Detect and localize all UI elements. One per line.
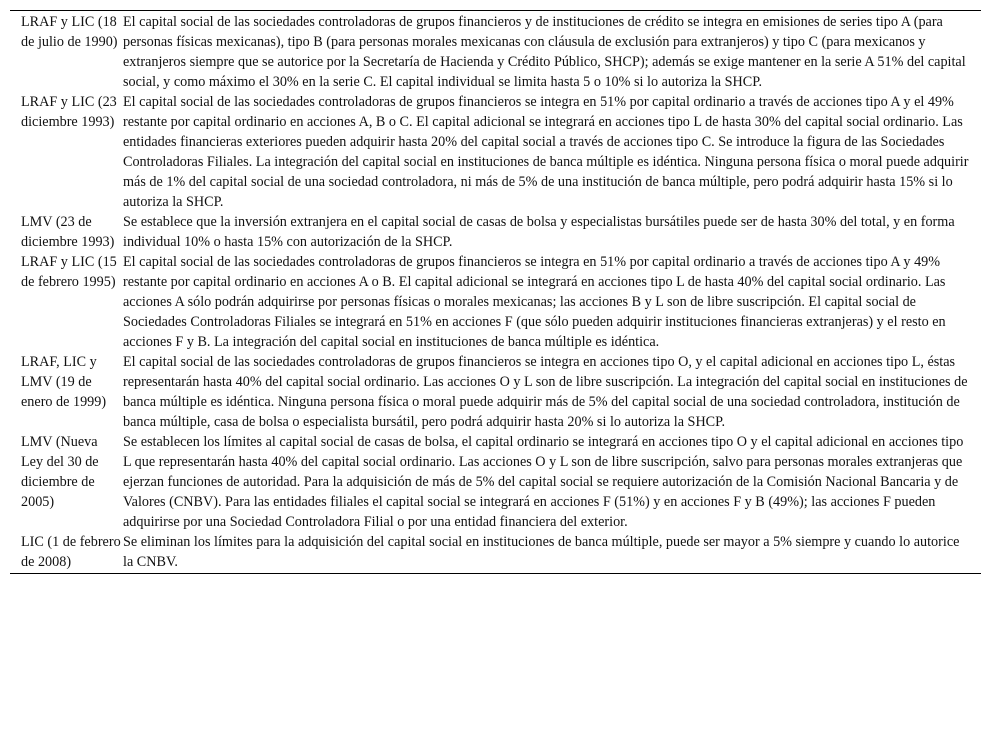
description-text: El capital social de las sociedades controladoras de grupos financieros se integra en 51% por capital ordinario a través de acciones tipo A y el 49% restante por capital ordinario en acciones A, B o C. El capital adicional se integrará en acciones tipo L de hasta 30% del capital social ordinario. Las entidades financieras exteriores pueden adquirir hasta 20% del capital social a través de acciones tipo C. Se introduce la figura de las Sociedades Controladoras Filiales. La integración del capital social en instituciones de banca múltiple es idéntica. Ninguna persona física o moral puede adquirir más de 1% del capital social de una sociedad controladora, ni más de 5% de una institución de banca múltiple, pero podrá adquirir hasta 15% si lo autoriza la SHCP. <box>123 94 969 210</box>
law-cell <box>10 212 123 252</box>
table-row <box>10 212 981 252</box>
law-label: LRAF y LIC (18 de julio de 1990) <box>21 14 118 50</box>
law-label: LMV (23 de diciembre 1993) <box>21 214 115 250</box>
law-cell <box>10 432 123 532</box>
description-text: Se eliminan los límites para la adquisición del capital social en instituciones de banca múltiple, puede ser mayor a 5% siempre y cuando lo autorice la CNBV. <box>123 534 960 570</box>
description-text: Se establece que la inversión extranjera en el capital social de casas de bolsa y especialistas bursátiles puede ser de hasta 30% del total, y en forma individual 10% o hasta 15% con autorización de la SHCP. <box>123 214 955 250</box>
law-cell <box>10 352 123 432</box>
law-label: LRAF y LIC (23 diciembre 1993) <box>21 94 117 130</box>
law-label: LRAF, LIC y LMV (19 de enero de 1999) <box>21 354 107 410</box>
table-row <box>10 11 981 93</box>
description-text: El capital social de las sociedades controladoras de grupos financieros se integra en 51% por capital ordinario a través de acciones tipo A y 49% restante por capital ordinario en acciones A o B. El capital adicional se integrará en acciones tipo L de hasta 40% del capital social ordinario. Las acciones A sólo podrán adquirirse por personas físicas o morales mexicanas; las acciones B y L son de libre suscripción. El capital social de Sociedades Controladoras Filiales se integrará en 51% en acciones F (que sólo pueden adquirir instituciones financieras extranjeras) y el resto en acciones F y B. La integración del capital social en instituciones de banca múltiple es idéntica. <box>123 254 946 350</box>
law-label: LRAF y LIC (15 de febrero 1995) <box>21 254 117 290</box>
law-cell <box>10 11 123 93</box>
description-cell <box>123 11 981 93</box>
description-text: El capital social de las sociedades controladoras de grupos financieros y de instituciones de crédito se integra en emisiones de series tipo A (para personas físicas mexicanas), tipo B (para personas morales mexicanas con cláusula de exclusión para extranjeros) y tipo C (para mexicanos y extranjeros siempre que se autorice por la Secretaría de Hacienda y Crédito Público, SHCP); además se exige mantener en la serie A 51% del capital social, y como máximo el 30% en la serie C. El capital individual se limita hasta 5 o 10% si lo autoriza la SHCP. <box>123 14 966 90</box>
description-cell <box>123 352 981 432</box>
law-cell <box>10 532 123 574</box>
description-cell <box>123 92 981 212</box>
description-cell <box>123 432 981 532</box>
table-row <box>10 92 981 212</box>
description-text: El capital social de las sociedades controladoras de grupos financieros se integra en acciones tipo O, y el capital adicional en acciones tipo L, éstas representarán hasta 40% del capital social ordinario. Las acciones O y L son de libre suscripción. La integración del capital social en instituciones de banca múltiple es idéntica. Ninguna persona física o moral puede adquirir más de 5% del capital social de una sociedad controladora, institución de banca múltiple, casa de bolsa o especialista bursátil, pero podrá adquirir hasta 20% si lo autoriza la SHCP. <box>123 354 968 430</box>
table-row <box>10 252 981 352</box>
regulation-table-container <box>10 10 981 574</box>
law-label: LMV (Nueva Ley del 30 de diciembre de 2005) <box>21 434 99 510</box>
description-cell <box>123 212 981 252</box>
table-row <box>10 532 981 574</box>
table-row <box>10 432 981 532</box>
description-cell <box>123 532 981 574</box>
description-text: Se establecen los límites al capital social de casas de bolsa, el capital ordinario se integrará en acciones tipo O y el capital adicional en acciones tipo L que representarán hasta 40% del capital social ordinario. Las acciones O y L son de libre suscripción, salvo para personas morales extranjeras que ejerzan funciones de autoridad. Para la adquisición de más de 5% del capital social se requiere autorización de la Comisión Nacional Bancaria y de Valores (CNBV). Para las entidades filiales el capital social se integrará en acciones F (51%) y en acciones F y B (49%); las acciones F pueden adquirirse por una Sociedad Controladora Filial o por una entidad financiera del exterior. <box>123 434 964 530</box>
law-cell <box>10 92 123 212</box>
law-label: LIC (1 de febrero de 2008) <box>21 534 121 570</box>
law-cell <box>10 252 123 352</box>
regulation-table <box>10 10 981 574</box>
description-cell <box>123 252 981 352</box>
table-row <box>10 352 981 432</box>
